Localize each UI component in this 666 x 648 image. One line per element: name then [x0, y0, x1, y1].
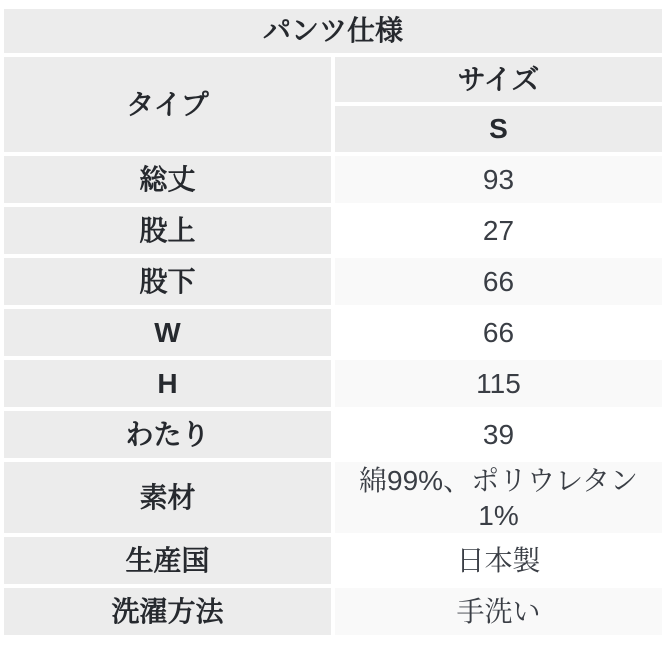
- spec-row-inseam: [2, 256, 664, 307]
- spec-value: 39: [333, 409, 664, 460]
- size-header-cell: サイズ: [333, 55, 664, 104]
- spec-row-washing: [2, 586, 664, 637]
- spec-label: 股上: [2, 205, 333, 256]
- spec-row-material: [2, 460, 664, 535]
- spec-label: 生産国: [2, 535, 333, 586]
- spec-table-body: [2, 154, 664, 637]
- size-value-cell: S: [333, 104, 664, 154]
- spec-value: 93: [333, 154, 664, 205]
- spec-row-souke: [2, 154, 664, 205]
- spec-label: H: [2, 358, 333, 409]
- type-header-cell: タイプ: [2, 55, 333, 154]
- spec-row-hip: [2, 358, 664, 409]
- spec-value: 綿99%、ポリウレタン 1%: [333, 460, 664, 535]
- spec-label: 総丈: [2, 154, 333, 205]
- spec-label: 股下: [2, 256, 333, 307]
- spec-table-head: [2, 7, 664, 154]
- spec-label: わたり: [2, 409, 333, 460]
- spec-value: 27: [333, 205, 664, 256]
- table-title: パンツ仕様: [2, 7, 664, 55]
- spec-value: 手洗い: [333, 586, 664, 637]
- spec-label: 素材: [2, 460, 333, 535]
- spec-label: W: [2, 307, 333, 358]
- title-row: [2, 7, 664, 55]
- spec-row-waist: [2, 307, 664, 358]
- spec-row-watari: [2, 409, 664, 460]
- size-header-row: [2, 55, 664, 104]
- spec-value: 115: [333, 358, 664, 409]
- spec-value: 66: [333, 256, 664, 307]
- pants-spec-table: [0, 5, 666, 639]
- spec-row-rise: [2, 205, 664, 256]
- spec-row-country: [2, 535, 664, 586]
- spec-value: 日本製: [333, 535, 664, 586]
- spec-value: 66: [333, 307, 664, 358]
- spec-label: 洗濯方法: [2, 586, 333, 637]
